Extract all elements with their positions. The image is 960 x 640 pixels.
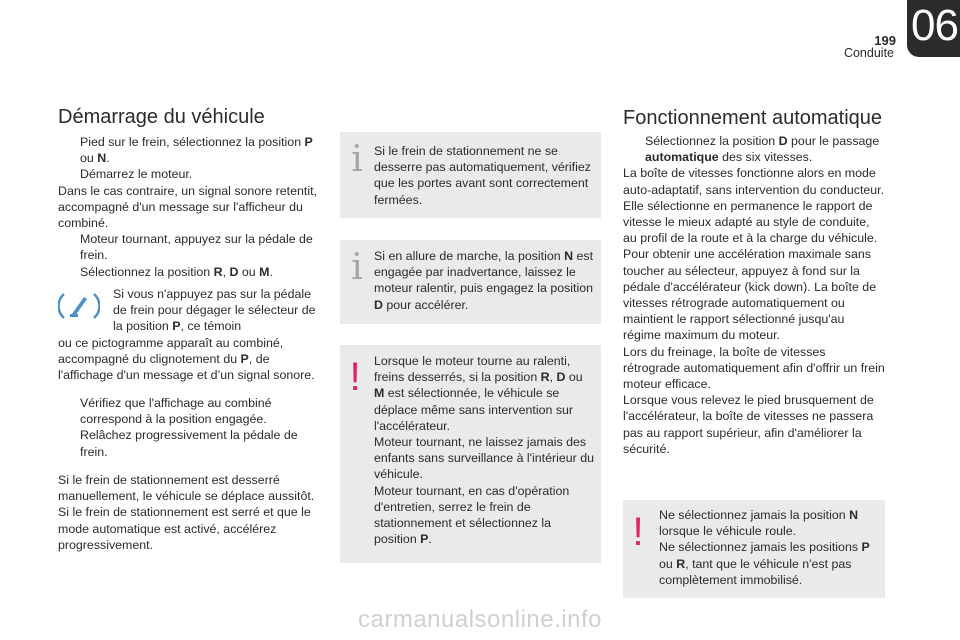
info-icon: i	[351, 139, 363, 180]
step-5: Vérifiez que l'affichage au combiné correspond à la position engagée.	[80, 396, 272, 427]
paragraph-released: Si le frein de stationnement est desserré manuellement, le véhicule se déplace aussitôt.	[58, 473, 315, 504]
info-box-neutral: i Si en allure de marche, la position N est engagée par inadvertance, laissez le moteur ralentir, puis engagez la position D pour accélérer.	[340, 240, 601, 324]
pedal-indicator-text-cont: ou ce pictogramme apparaît au combiné, accompagné du clignotement du P, de l'affichage d'un message et d’un signal sonore.	[58, 336, 315, 383]
section-title-start: Démarrage du véhicule	[58, 106, 265, 128]
watermark: carmanualsonline.info	[358, 606, 602, 633]
paragraph-contrary: Dans le cas contraire, un signal sonore retentit, accompagné d'un message sur l'afficheur du combiné.	[58, 183, 317, 231]
auto-text	[623, 133, 885, 457]
parking-brake-notes	[58, 472, 320, 553]
paragraph-applied: Si le frein de stationnement est serré et que le mode automatique est activé, accélérez progressivement.	[58, 505, 311, 552]
warning-box-neutral-driving: ! Ne sélectionnez jamais la position N lorsque le véhicule roule. Ne sélectionnez jamais les positions P ou R, tant que le véhicule n'est pas complètement immobilisé.	[623, 500, 885, 598]
info-icon: i	[351, 247, 363, 288]
paragraph-release: Lorsque vous relevez le pied brusquement de l'accélérateur, la boîte de vitesses ne passera pas au rapport supérieur, afin d'améliorer la sécurité.	[623, 393, 874, 456]
start-steps	[58, 134, 320, 280]
chapter-tab	[907, 0, 960, 57]
paragraph-auto-adaptive: La boîte de vitesses fonctionne alors en mode auto-adaptatif, sans intervention du conducteur. Elle sélectionne en permanence le rapport de vitesse le mieux adapté au style de conduite, au profil de la route et à la charge du véhicule.	[623, 166, 885, 246]
warning-icon: !	[632, 510, 644, 554]
info-box-parking-brake: i Si le frein de stationnement ne se desserre pas automatiquement, vérifiez que les portes avant sont correctement fermées.	[340, 132, 601, 218]
step-2: Démarrez le moteur.	[80, 167, 193, 182]
warning-box-idle: ! Lorsque le moteur tourne au ralenti, freins desserrés, si la position R, D ou M est sélectionnée, le véhicule se déplace même sans intervention sur l'accélérateur. Moteur tournant, ne laissez jamais des enfants sans surveillance à l'intérieur du véhicule. Moteur tournant, en cas d'opération d'entretien, serrez le frein de stationnement et sélectionnez la position P.	[340, 345, 601, 563]
chapter-number: 06	[911, 1, 958, 50]
step-3: Moteur tournant, appuyez sur la pédale de frein.	[80, 232, 313, 263]
paragraph-kickdown: Pour obtenir une accélération maximale sans toucher au sélecteur, appuyez à fond sur la pédale d'accélérateur (kick down). La boîte de vitesses rétrograde automatiquement ou maintient le rapport sélectionné jusqu'au régime maximum du moteur.	[623, 247, 877, 343]
brake-pedal-warning-icon	[58, 287, 100, 325]
left-column	[58, 105, 320, 129]
section-name: Conduite	[843, 46, 894, 60]
page-number: 199	[874, 33, 896, 48]
step-6: Relâchez progressivement la pédale de frein.	[80, 428, 298, 459]
verify-steps	[58, 395, 320, 460]
warning-icon: !	[349, 355, 361, 399]
section-title-auto: Fonctionnement automatique	[623, 107, 883, 129]
pedal-indicator-text: Si vous n'appuyez pas sur la pédale de frein pour dégager le sélecteur de la position P, ce témoin	[113, 287, 316, 334]
step-4: Sélectionnez la position R, D ou M.	[80, 264, 273, 279]
step-1: Pied sur le frein, sélectionnez la position P ou N.	[80, 135, 313, 166]
auto-step-1: Sélectionnez la position D pour le passage automatique des six vitesses.	[645, 134, 880, 165]
right-column	[623, 106, 885, 130]
paragraph-braking: Lors du freinage, la boîte de vitesses rétrograde automatiquement afin d'offrir un frein moteur efficace.	[623, 344, 885, 392]
